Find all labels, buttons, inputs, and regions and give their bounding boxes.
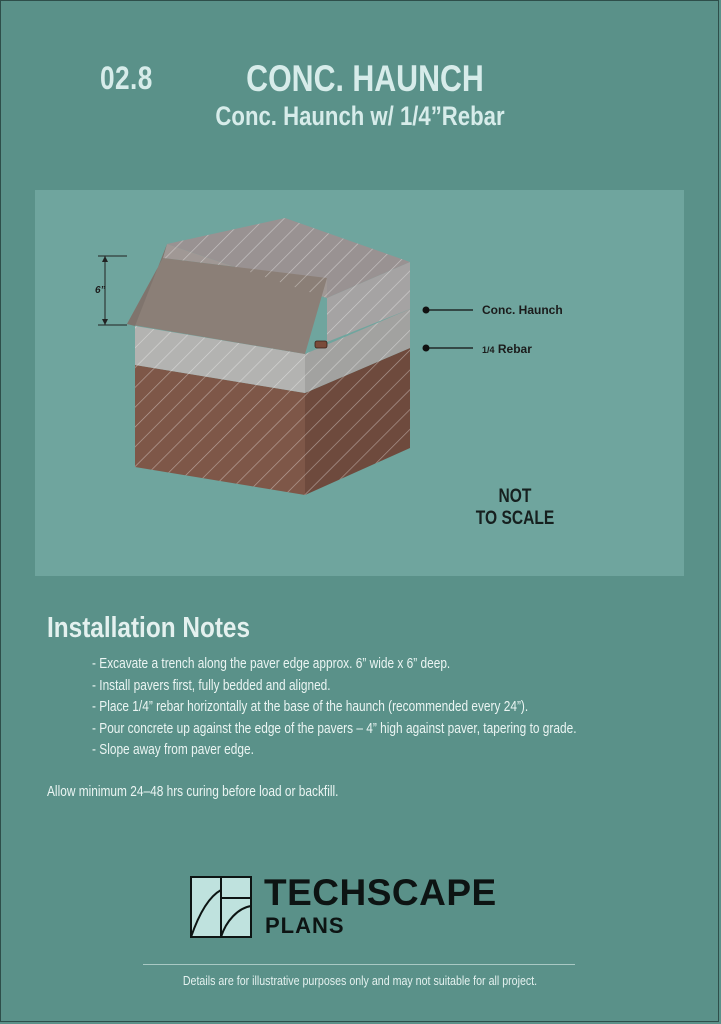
- dimension-label: 6”: [95, 285, 106, 296]
- rebar-word: Rebar: [497, 342, 532, 356]
- rebar-marker: [315, 341, 327, 348]
- rebar-fraction: 1/4: [482, 345, 495, 355]
- detail-code: 02.8: [100, 60, 153, 96]
- scale-note-line2: TO SCALE: [475, 508, 555, 529]
- note-item: - Install pavers first, fully bedded and aligned.: [92, 677, 331, 694]
- footer-disclaimer: Details are for illustrative purposes only and may not suitable for all project.: [182, 973, 538, 988]
- page-title: CONC. HAUNCH: [246, 58, 484, 99]
- callout-leader-haunch: [423, 307, 474, 314]
- installation-notes-list: [92, 654, 721, 762]
- scale-note: [474, 486, 556, 530]
- brand-sub: PLANS: [265, 913, 345, 938]
- footer-divider: [143, 964, 575, 965]
- callout-rebar-label: [482, 342, 532, 356]
- callout-haunch-label: Conc. Haunch: [482, 303, 563, 317]
- haunch-diagram: [35, 190, 684, 576]
- note-item: - Slope away from paver edge.: [92, 742, 254, 758]
- callout-leader-rebar: [423, 345, 474, 352]
- note-item: - Pour concrete up against the edge of the pavers – 4” high against paver, tapering to grade.: [92, 720, 577, 737]
- installation-heading: Installation Notes: [47, 612, 251, 644]
- diagram-panel: [35, 190, 684, 576]
- techscape-logo-icon: [190, 876, 252, 938]
- curing-note: Allow minimum 24–48 hrs curing before load or backfill.: [47, 784, 339, 800]
- note-item: - Place 1/4” rebar horizontally at the base of the haunch (recommended every 24”).: [92, 699, 529, 715]
- scale-note-line1: NOT: [498, 486, 532, 507]
- brand-name: TECHSCAPE: [264, 872, 497, 913]
- note-item: - Excavate a trench along the paver edge approx. 6” wide x 6” deep.: [92, 656, 451, 672]
- page-subtitle: Conc. Haunch w/ 1/4”Rebar: [215, 101, 505, 131]
